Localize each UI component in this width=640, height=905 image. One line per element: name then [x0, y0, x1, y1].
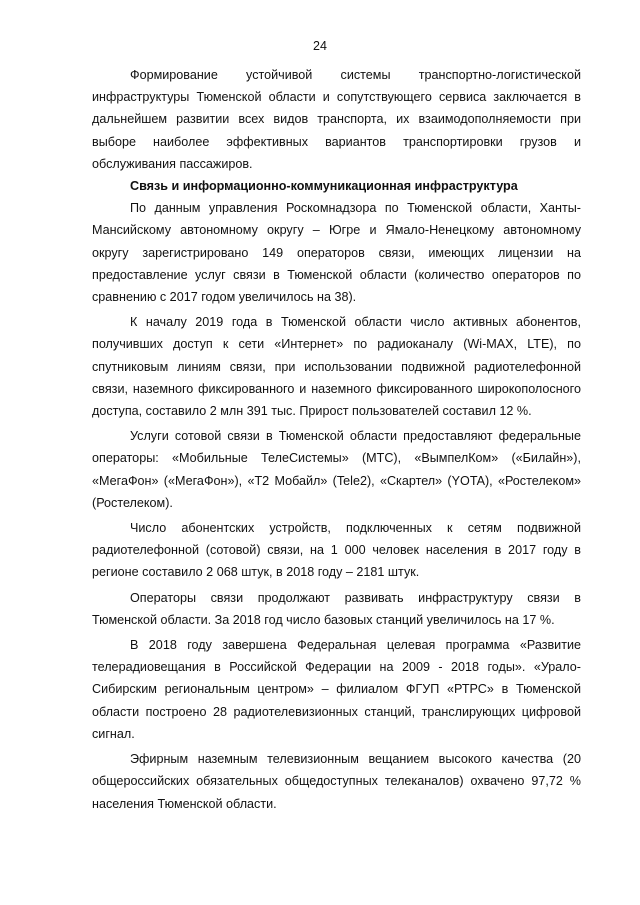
paragraph-transport: Формирование устойчивой системы транспортно-логистической инфраструктуры Тюменской области и сопутствующего сервиса заключается в дальнейшем развитии всех видов транспорта, их взаимодополняемости при выборе наиболее эффективных вариантов транспортировки грузов и обслуживания пассажиров.: [92, 68, 581, 171]
paragraph-subscriber-devices: Число абонентских устройств, подключенных к сетям подвижной радиотелефонной (сотовой) связи, на 1 000 человек населения в 2017 году в регионе составило 2 068 штук, в 2018 году – 2181 штук.: [92, 521, 581, 580]
paragraph-mobile-operators: Услуги сотовой связи в Тюменской области предоставляют федеральные операторы: «Мобильные ТелеСистемы» (МТС), «ВымпелКом» («Билайн»), «МегаФон» («МегаФон»), «Т2 Мобайл» (Tele2), «Скартел» (YOTA), «Ростелеком» (Ростелеком).: [92, 429, 581, 510]
paragraph-tv-coverage: Эфирным наземным телевизионным вещанием высокого качества (20 общероссийских обязательных общедоступных телеканалов) охвачено 97,72 % населения Тюменской области.: [92, 752, 581, 811]
paragraph-tv-program: В 2018 году завершена Федеральная целевая программа «Развитие телерадиовещания в Российской Федерации на 2009 - 2018 годы». «Урало-Сибирским региональным центром» – филиалом ФГУП «РТРС» в Тюменской области построено 28 радиотелевизионных станций, транслирующих цифровой сигнал.: [92, 638, 581, 741]
paragraph-internet-subscribers: К началу 2019 года в Тюменской области число активных абонентов, получивших доступ к сети «Интернет» по радиоканалу (Wi-MAX, LTE), по спутниковым линиям связи, при использовании подвижной радиотелефонной связи, наземного фиксированного и наземного фиксированного широкополосного доступа, составило 2 млн 391 тыс. Прирост пользователей составил 12 %.: [92, 315, 581, 419]
page-number: 24: [313, 39, 327, 53]
paragraph-base-stations: Операторы связи продолжают развивать инфраструктуру связи в Тюменской области. За 2018 год число базовых станций увеличилось на 17 %.: [92, 590, 581, 627]
paragraph-operators: По данным управления Роскомнадзора по Тюменской области, Ханты-Мансийскому автономному округу – Югре и Ямало-Ненецкому автономному округу зарегистрировано 149 операторов связи, имеющих лицензии на предоставление услуг связи в Тюменской области (количество операторов по сравнению с 2017 годом увеличилось на 38).: [92, 201, 581, 305]
section-heading: Связь и информационно-коммуникационная инфраструктура: [130, 179, 518, 194]
document-body: [92, 64, 581, 815]
